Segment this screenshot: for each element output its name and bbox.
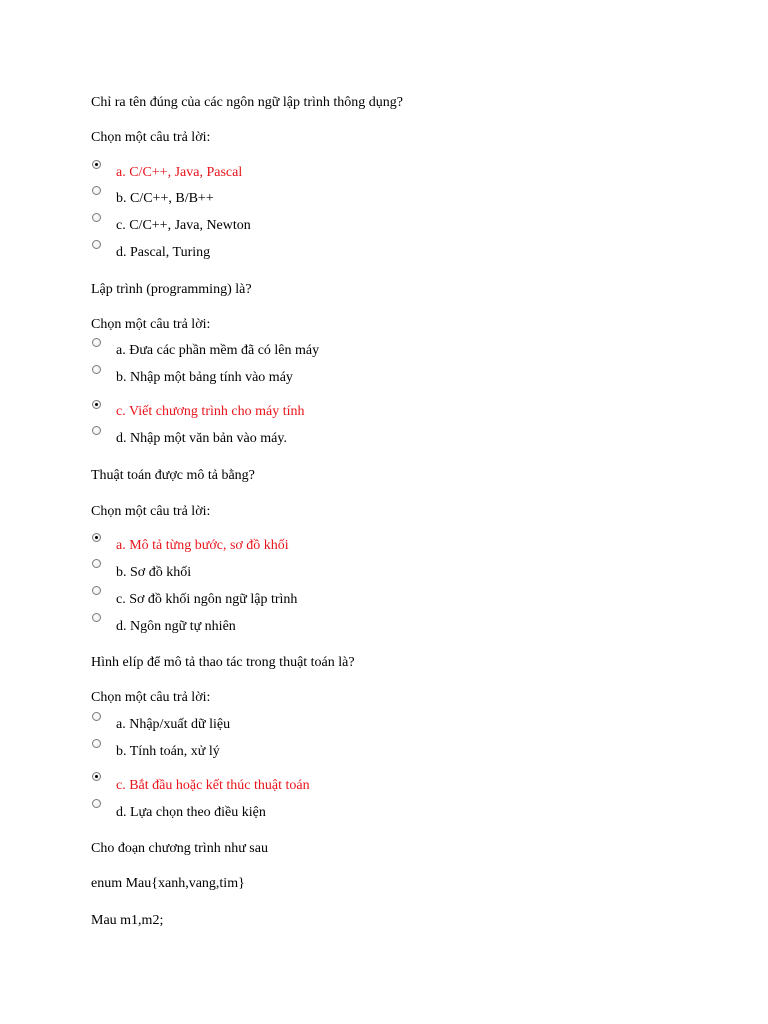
code-line-declaration: Mau m1,m2; [91, 913, 164, 928]
question-1-text: Chỉ ra tên đúng của các ngôn ngữ lập trình thông dụng? [91, 95, 404, 110]
q3-option-d-radio[interactable] [92, 613, 101, 622]
q3-option-a-radio[interactable] [92, 533, 101, 542]
question-2-prompt: Chọn một câu trả lời: [91, 317, 211, 332]
q1-option-a-label[interactable]: a. C/C++, Java, Pascal [116, 165, 243, 180]
question-2-text: Lập trình (programming) là? [91, 282, 252, 297]
q4-option-a-radio[interactable] [92, 712, 101, 721]
q3-option-b-label[interactable]: b. Sơ đồ khối [116, 565, 192, 580]
q1-option-d-radio[interactable] [92, 240, 101, 249]
q4-option-b-radio[interactable] [92, 739, 101, 748]
q2-option-a-label[interactable]: a. Đưa các phần mềm đã có lên máy [116, 343, 320, 358]
q2-option-c-radio[interactable] [92, 400, 101, 409]
q4-option-d-label[interactable]: d. Lựa chọn theo điều kiện [116, 805, 266, 820]
question-4-prompt: Chọn một câu trả lời: [91, 690, 211, 705]
q3-option-a-label[interactable]: a. Mô tả từng bước, sơ đồ khối [116, 538, 289, 553]
q1-option-c-label[interactable]: c. C/C++, Java, Newton [116, 218, 251, 233]
q2-option-d-radio[interactable] [92, 426, 101, 435]
q4-option-c-radio[interactable] [92, 772, 101, 781]
q3-option-d-label[interactable]: d. Ngôn ngữ tự nhiên [116, 619, 236, 634]
q2-option-c-label[interactable]: c. Viết chương trình cho máy tính [116, 404, 305, 419]
question-4-text: Hình elíp để mô tả thao tác trong thuật toán là? [91, 655, 355, 670]
q4-option-b-label[interactable]: b. Tính toán, xử lý [116, 744, 220, 759]
q1-option-c-radio[interactable] [92, 213, 101, 222]
q1-option-d-label[interactable]: d. Pascal, Turing [116, 245, 211, 260]
q2-option-d-label[interactable]: d. Nhập một văn bản vào máy. [116, 431, 287, 446]
q2-option-b-radio[interactable] [92, 365, 101, 374]
question-3-prompt: Chọn một câu trả lời: [91, 504, 211, 519]
question-1-prompt: Chọn một câu trả lời: [91, 130, 211, 145]
q4-option-c-label[interactable]: c. Bắt đầu hoặc kết thúc thuật toán [116, 778, 310, 793]
question-5-text: Cho đoạn chương trình như sau [91, 841, 268, 856]
q1-option-b-label[interactable]: b. C/C++, B/B++ [116, 191, 214, 206]
q1-option-a-radio[interactable] [92, 160, 101, 169]
question-3-text: Thuật toán được mô tả bằng? [91, 468, 255, 483]
q4-option-a-label[interactable]: a. Nhập/xuất dữ liệu [116, 717, 231, 732]
q3-option-c-label[interactable]: c. Sơ đồ khối ngôn ngữ lập trình [116, 592, 298, 607]
q2-option-b-label[interactable]: b. Nhập một bảng tính vào máy [116, 370, 293, 385]
q4-option-d-radio[interactable] [92, 799, 101, 808]
code-line-enum: enum Mau{xanh,vang,tim} [91, 876, 245, 891]
q3-option-b-radio[interactable] [92, 559, 101, 568]
q1-option-b-radio[interactable] [92, 186, 101, 195]
q3-option-c-radio[interactable] [92, 586, 101, 595]
q2-option-a-radio[interactable] [92, 338, 101, 347]
